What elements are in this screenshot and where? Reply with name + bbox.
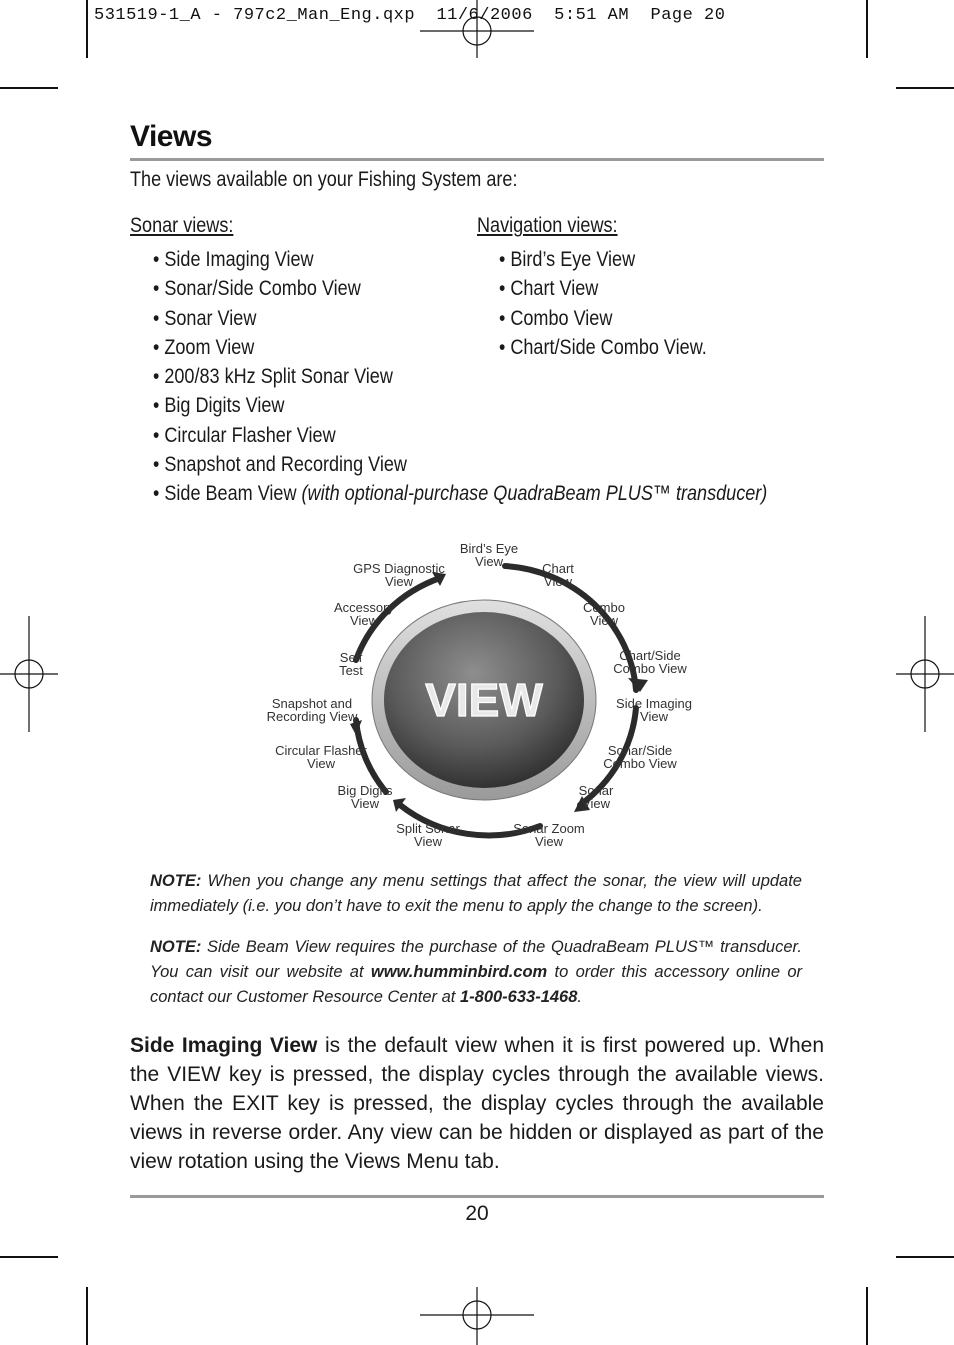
note-2-text-c: . <box>577 988 583 1006</box>
label-birds-eye: Bird’s Eye View <box>459 541 519 569</box>
list-item-side-beam <box>153 479 767 508</box>
label-split-sonar: Split Sonar View <box>396 821 460 849</box>
footer-rule <box>130 1195 824 1198</box>
label-snapshot: Snapshot and Recording View <box>266 696 358 724</box>
list-item: • Chart View <box>499 277 599 301</box>
list-item: • Chart/Side Combo View. <box>499 335 707 359</box>
label-chart-side: Chart/Side Combo View <box>613 648 687 676</box>
list-item: • Big Digits View <box>153 394 285 418</box>
label-big-digits: Big Digits View <box>337 783 393 811</box>
label-gps: GPS Diagnostic View <box>353 561 445 589</box>
rotation-arrows <box>0 530 954 860</box>
intro-text: The views available on your Fishing System are: <box>130 168 518 191</box>
list-item: • Side Imaging View <box>153 248 314 271</box>
list-item: • Combo View <box>499 306 613 330</box>
label-self-test: Self Test <box>339 650 363 678</box>
label-chart: Chart View <box>542 561 574 589</box>
body-text: is the default view when it is first powered up. When the VIEW key is pressed, the display cycles through the available views. When the EXIT key is pressed, the display cycles through the available views in reverse order. Any view can be hidden or displayed as part of the view rotation using the Views Menu tab. <box>130 1034 825 1173</box>
label-side-imaging: Side Imaging View <box>616 696 692 724</box>
phone-number: 1-800-633-1468 <box>459 988 578 1006</box>
website-link[interactable]: www.humminbird.com <box>370 963 548 981</box>
note-2 <box>150 935 802 1010</box>
label-sonar-zoom: Sonar Zoom View <box>513 821 585 849</box>
list-item: • Sonar View <box>153 306 257 330</box>
list-item: • Sonar/Side Combo View <box>153 277 361 301</box>
note-2-text-b: to order this accessory online or contact our Customer Resource Center at <box>150 963 802 1006</box>
title-rule <box>130 158 824 161</box>
body-lead: Side Imaging View <box>130 1034 318 1057</box>
page-number: 20 <box>465 1202 489 1225</box>
print-slug: 531519-1_A - 797c2_Man_Eng.qxp 11/6/2006 5:51 AM Page 20 <box>94 6 726 25</box>
label-sonar: Sonar View <box>578 783 614 811</box>
navigation-list <box>499 245 707 362</box>
note-label: NOTE: <box>150 872 202 890</box>
note-label: NOTE: <box>150 938 202 956</box>
note-1-text: When you change any menu settings that affect the sonar, the view will update immediately (i.e. you don’t have to exit the menu to apply the change to the screen). <box>150 872 802 915</box>
list-item: • 200/83 kHz Split Sonar View <box>153 365 393 389</box>
page-title: Views <box>130 120 213 153</box>
label-sonar-side: Sonar/Side Combo View <box>603 743 677 771</box>
note-2-text-a: Side Beam View requires the purchase of the QuadraBeam PLUS™ transducer. You can visit our website at <box>150 938 802 981</box>
body-paragraph <box>130 1031 824 1176</box>
navigation-heading: Navigation views: <box>477 214 618 237</box>
list-item: • Circular Flasher View <box>153 423 336 447</box>
list-item: • Snapshot and Recording View <box>153 453 407 477</box>
note-1 <box>150 869 802 919</box>
label-circular-flasher: Circular Flasher View <box>275 743 367 771</box>
list-item: • Bird’s Eye View <box>499 248 636 271</box>
view-button-label: VIEW <box>425 674 543 726</box>
sonar-heading: Sonar views: <box>130 214 234 237</box>
side-beam-label: • Side Beam View <box>153 482 302 506</box>
list-item: • Zoom View <box>153 335 255 359</box>
label-combo: Combo View <box>583 600 625 628</box>
view-rotation-diagram <box>0 530 954 860</box>
label-accessory: Accessory View <box>334 600 394 628</box>
side-beam-note: (with optional-purchase QuadraBeam PLUS™ transducer) <box>301 482 768 506</box>
